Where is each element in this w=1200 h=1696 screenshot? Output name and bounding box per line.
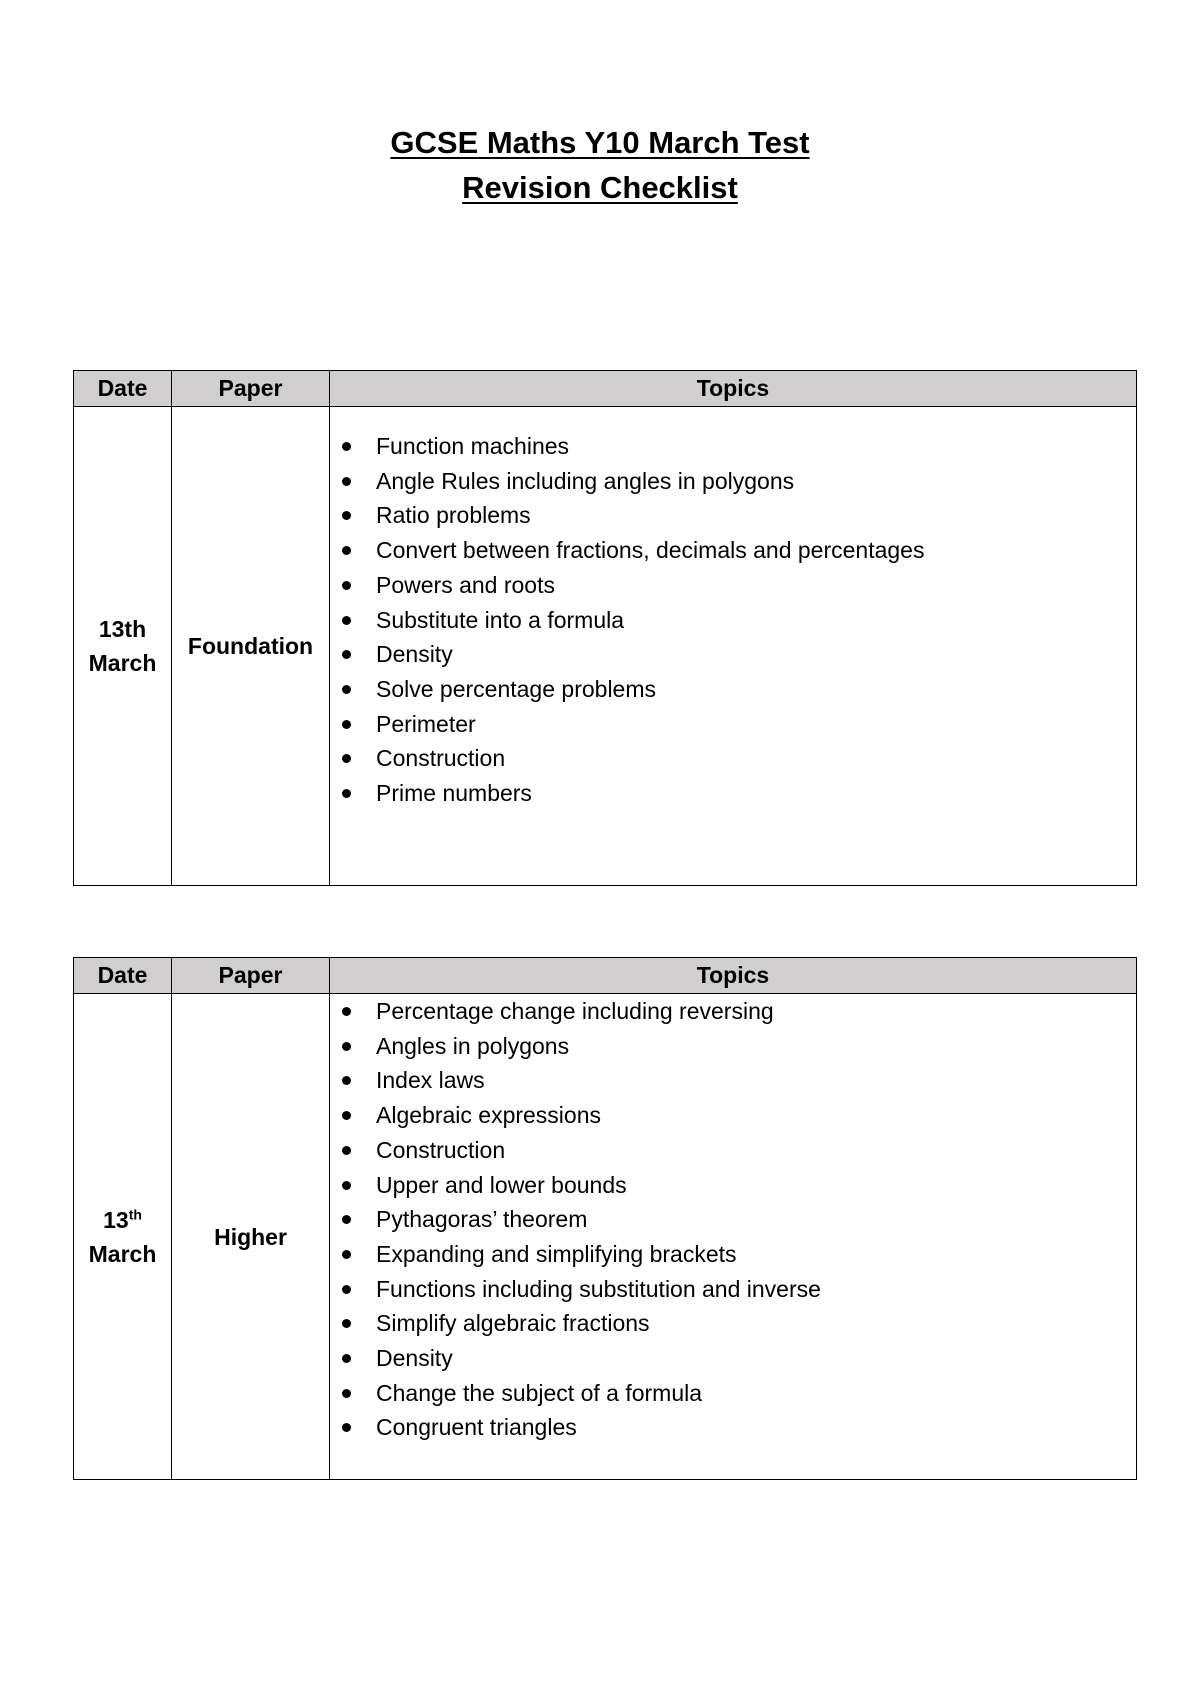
paper-header: Paper — [172, 958, 330, 994]
list-item: Substitute into a formula — [330, 603, 1136, 638]
date-day: 13 — [103, 1206, 129, 1233]
higher-checklist-table — [73, 957, 1137, 1480]
list-item: Powers and roots — [330, 568, 1136, 603]
paper-cell: Higher — [172, 994, 330, 1480]
table-row — [74, 407, 1137, 886]
list-item: Function machines — [330, 429, 1136, 464]
list-item: Expanding and simplifying brackets — [330, 1237, 1136, 1272]
list-item: Functions including substitution and inverse — [330, 1272, 1136, 1307]
list-item: Convert between fractions, decimals and percentages — [330, 533, 1136, 568]
topics-list — [330, 994, 1136, 1445]
paper-cell: Foundation — [172, 407, 330, 886]
date-header: Date — [74, 371, 172, 407]
topics-cell — [330, 407, 1137, 886]
date-header: Date — [74, 958, 172, 994]
list-item: Angle Rules including angles in polygons — [330, 464, 1136, 499]
topics-header: Topics — [330, 958, 1137, 994]
paper-header: Paper — [172, 371, 330, 407]
list-item: Density — [330, 637, 1136, 672]
foundation-checklist-table — [73, 370, 1137, 886]
list-item: Index laws — [330, 1063, 1136, 1098]
list-item: Construction — [330, 1133, 1136, 1168]
list-item: Ratio problems — [330, 498, 1136, 533]
document-title: GCSE Maths Y10 March Test — [390, 125, 810, 160]
list-item: Simplify algebraic fractions — [330, 1306, 1136, 1341]
list-item: Congruent triangles — [330, 1410, 1136, 1445]
list-item: Perimeter — [330, 707, 1136, 742]
list-item: Density — [330, 1341, 1136, 1376]
date-cell — [74, 994, 172, 1480]
table-header-row — [74, 371, 1137, 407]
table-header-row — [74, 958, 1137, 994]
table-row — [74, 994, 1137, 1480]
date-cell — [74, 407, 172, 886]
topics-header: Topics — [330, 371, 1137, 407]
date-day: 13th — [98, 616, 147, 642]
document-subtitle: Revision Checklist — [462, 170, 738, 205]
date-month: March — [88, 1240, 157, 1267]
list-item: Construction — [330, 741, 1136, 776]
date-ordinal-suffix: th — [128, 1205, 142, 1222]
list-item: Pythagoras’ theorem — [330, 1202, 1136, 1237]
date-month: March — [88, 650, 157, 676]
list-item: Solve percentage problems — [330, 672, 1136, 707]
list-item: Prime numbers — [330, 776, 1136, 811]
topics-cell — [330, 994, 1137, 1480]
list-item: Angles in polygons — [330, 1029, 1136, 1064]
list-item: Change the subject of a formula — [330, 1376, 1136, 1411]
list-item: Upper and lower bounds — [330, 1168, 1136, 1203]
topics-list — [330, 429, 1136, 811]
list-item: Percentage change including reversing — [330, 994, 1136, 1029]
list-item: Algebraic expressions — [330, 1098, 1136, 1133]
